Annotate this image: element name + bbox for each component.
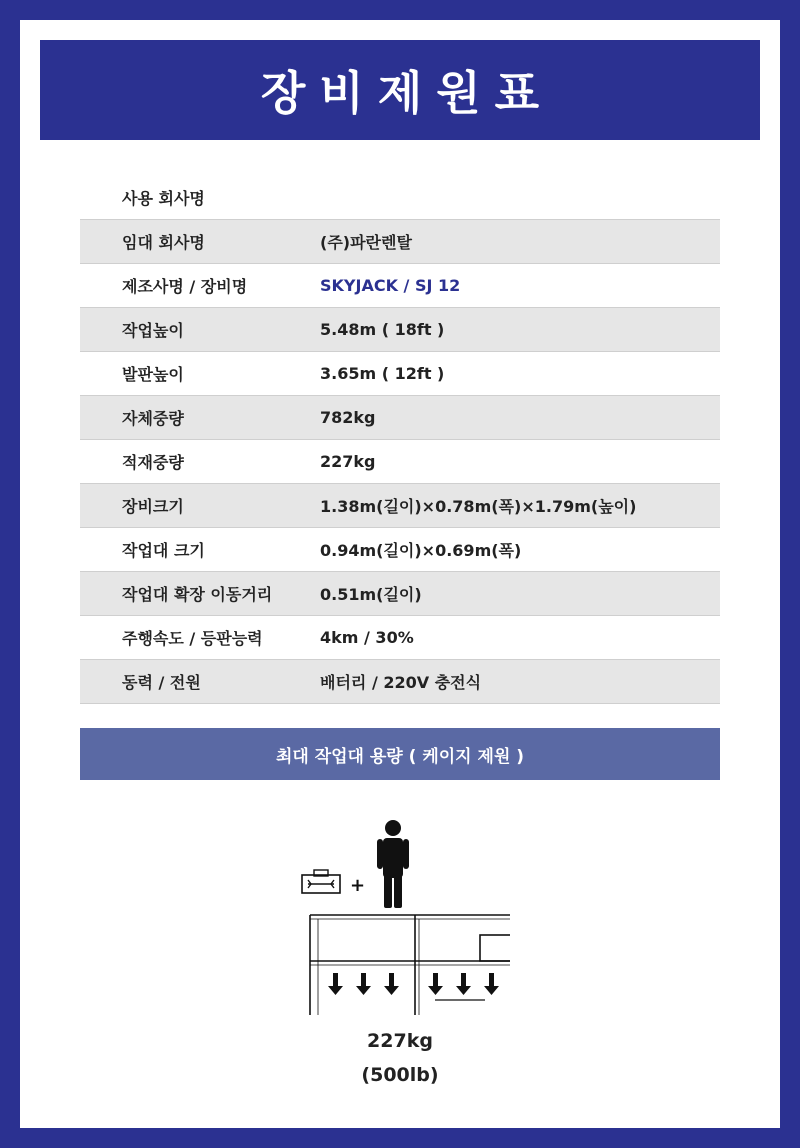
down-arrow-icon bbox=[456, 973, 471, 995]
spec-row bbox=[80, 220, 720, 264]
down-arrow-icon bbox=[384, 973, 399, 995]
spec-label: 작업대 크기 bbox=[122, 541, 205, 560]
capacity-heading: 최대 작업대 용량 ( 케이지 제원 ) bbox=[80, 728, 720, 780]
page-title: 장비제원표 bbox=[260, 66, 554, 120]
spec-row bbox=[80, 660, 720, 704]
spec-row bbox=[80, 308, 720, 352]
page-frame bbox=[20, 20, 780, 1128]
spec-value: 배터리 / 220V 충전식 bbox=[320, 673, 482, 692]
capacity-weight-kg: 227kg bbox=[367, 1030, 433, 1052]
spec-value: 4km / 30% bbox=[320, 628, 414, 647]
spec-row bbox=[80, 440, 720, 484]
spec-value: SKYJACK / SJ 12 bbox=[320, 276, 461, 295]
spec-label: 작업높이 bbox=[122, 321, 184, 340]
spec-label: 주행속도 / 등판능력 bbox=[122, 629, 263, 648]
spec-row bbox=[80, 352, 720, 396]
spec-label: 제조사명 / 장비명 bbox=[122, 277, 248, 296]
spec-value: 3.65m ( 12ft ) bbox=[320, 364, 445, 383]
spec-row bbox=[80, 528, 720, 572]
platform-cage-icon bbox=[308, 912, 510, 1015]
spec-row bbox=[80, 264, 720, 308]
spec-table bbox=[80, 176, 720, 704]
toolbox-icon bbox=[302, 870, 340, 893]
spec-value: (주)파란렌탈 bbox=[320, 233, 412, 252]
spec-row bbox=[80, 616, 720, 660]
spec-label: 임대 회사명 bbox=[122, 233, 205, 252]
down-arrow-icon bbox=[484, 973, 499, 995]
plus-sign: + bbox=[350, 875, 366, 896]
spec-label: 적재중량 bbox=[122, 453, 184, 472]
spec-label: 발판높이 bbox=[122, 365, 184, 384]
spec-row bbox=[80, 484, 720, 528]
down-arrow-icon bbox=[328, 973, 343, 995]
spec-value: 1.38m(길이)×0.78m(폭)×1.79m(높이) bbox=[320, 497, 637, 516]
spec-label: 자체중량 bbox=[122, 409, 184, 428]
spec-row bbox=[80, 176, 720, 220]
spec-value: 0.94m(길이)×0.69m(폭) bbox=[320, 541, 522, 560]
spec-value: 5.48m ( 18ft ) bbox=[320, 320, 445, 339]
down-arrow-icon bbox=[356, 973, 371, 995]
down-arrow-icon bbox=[428, 973, 443, 995]
spec-value: 782kg bbox=[320, 408, 376, 427]
spec-label: 동력 / 전원 bbox=[122, 673, 201, 692]
spec-value: 227kg bbox=[320, 452, 376, 471]
capacity-weight-lb: (500lb) bbox=[361, 1064, 439, 1086]
spec-row bbox=[80, 396, 720, 440]
spec-label: 장비크기 bbox=[122, 497, 184, 516]
person-icon bbox=[377, 820, 409, 908]
platform-capacity-diagram bbox=[280, 795, 510, 1015]
spec-label: 사용 회사명 bbox=[122, 189, 205, 208]
spec-value: 0.51m(길이) bbox=[320, 585, 422, 604]
spec-label: 작업대 확장 이동거리 bbox=[122, 585, 273, 604]
spec-row bbox=[80, 572, 720, 616]
title-banner bbox=[40, 40, 760, 140]
